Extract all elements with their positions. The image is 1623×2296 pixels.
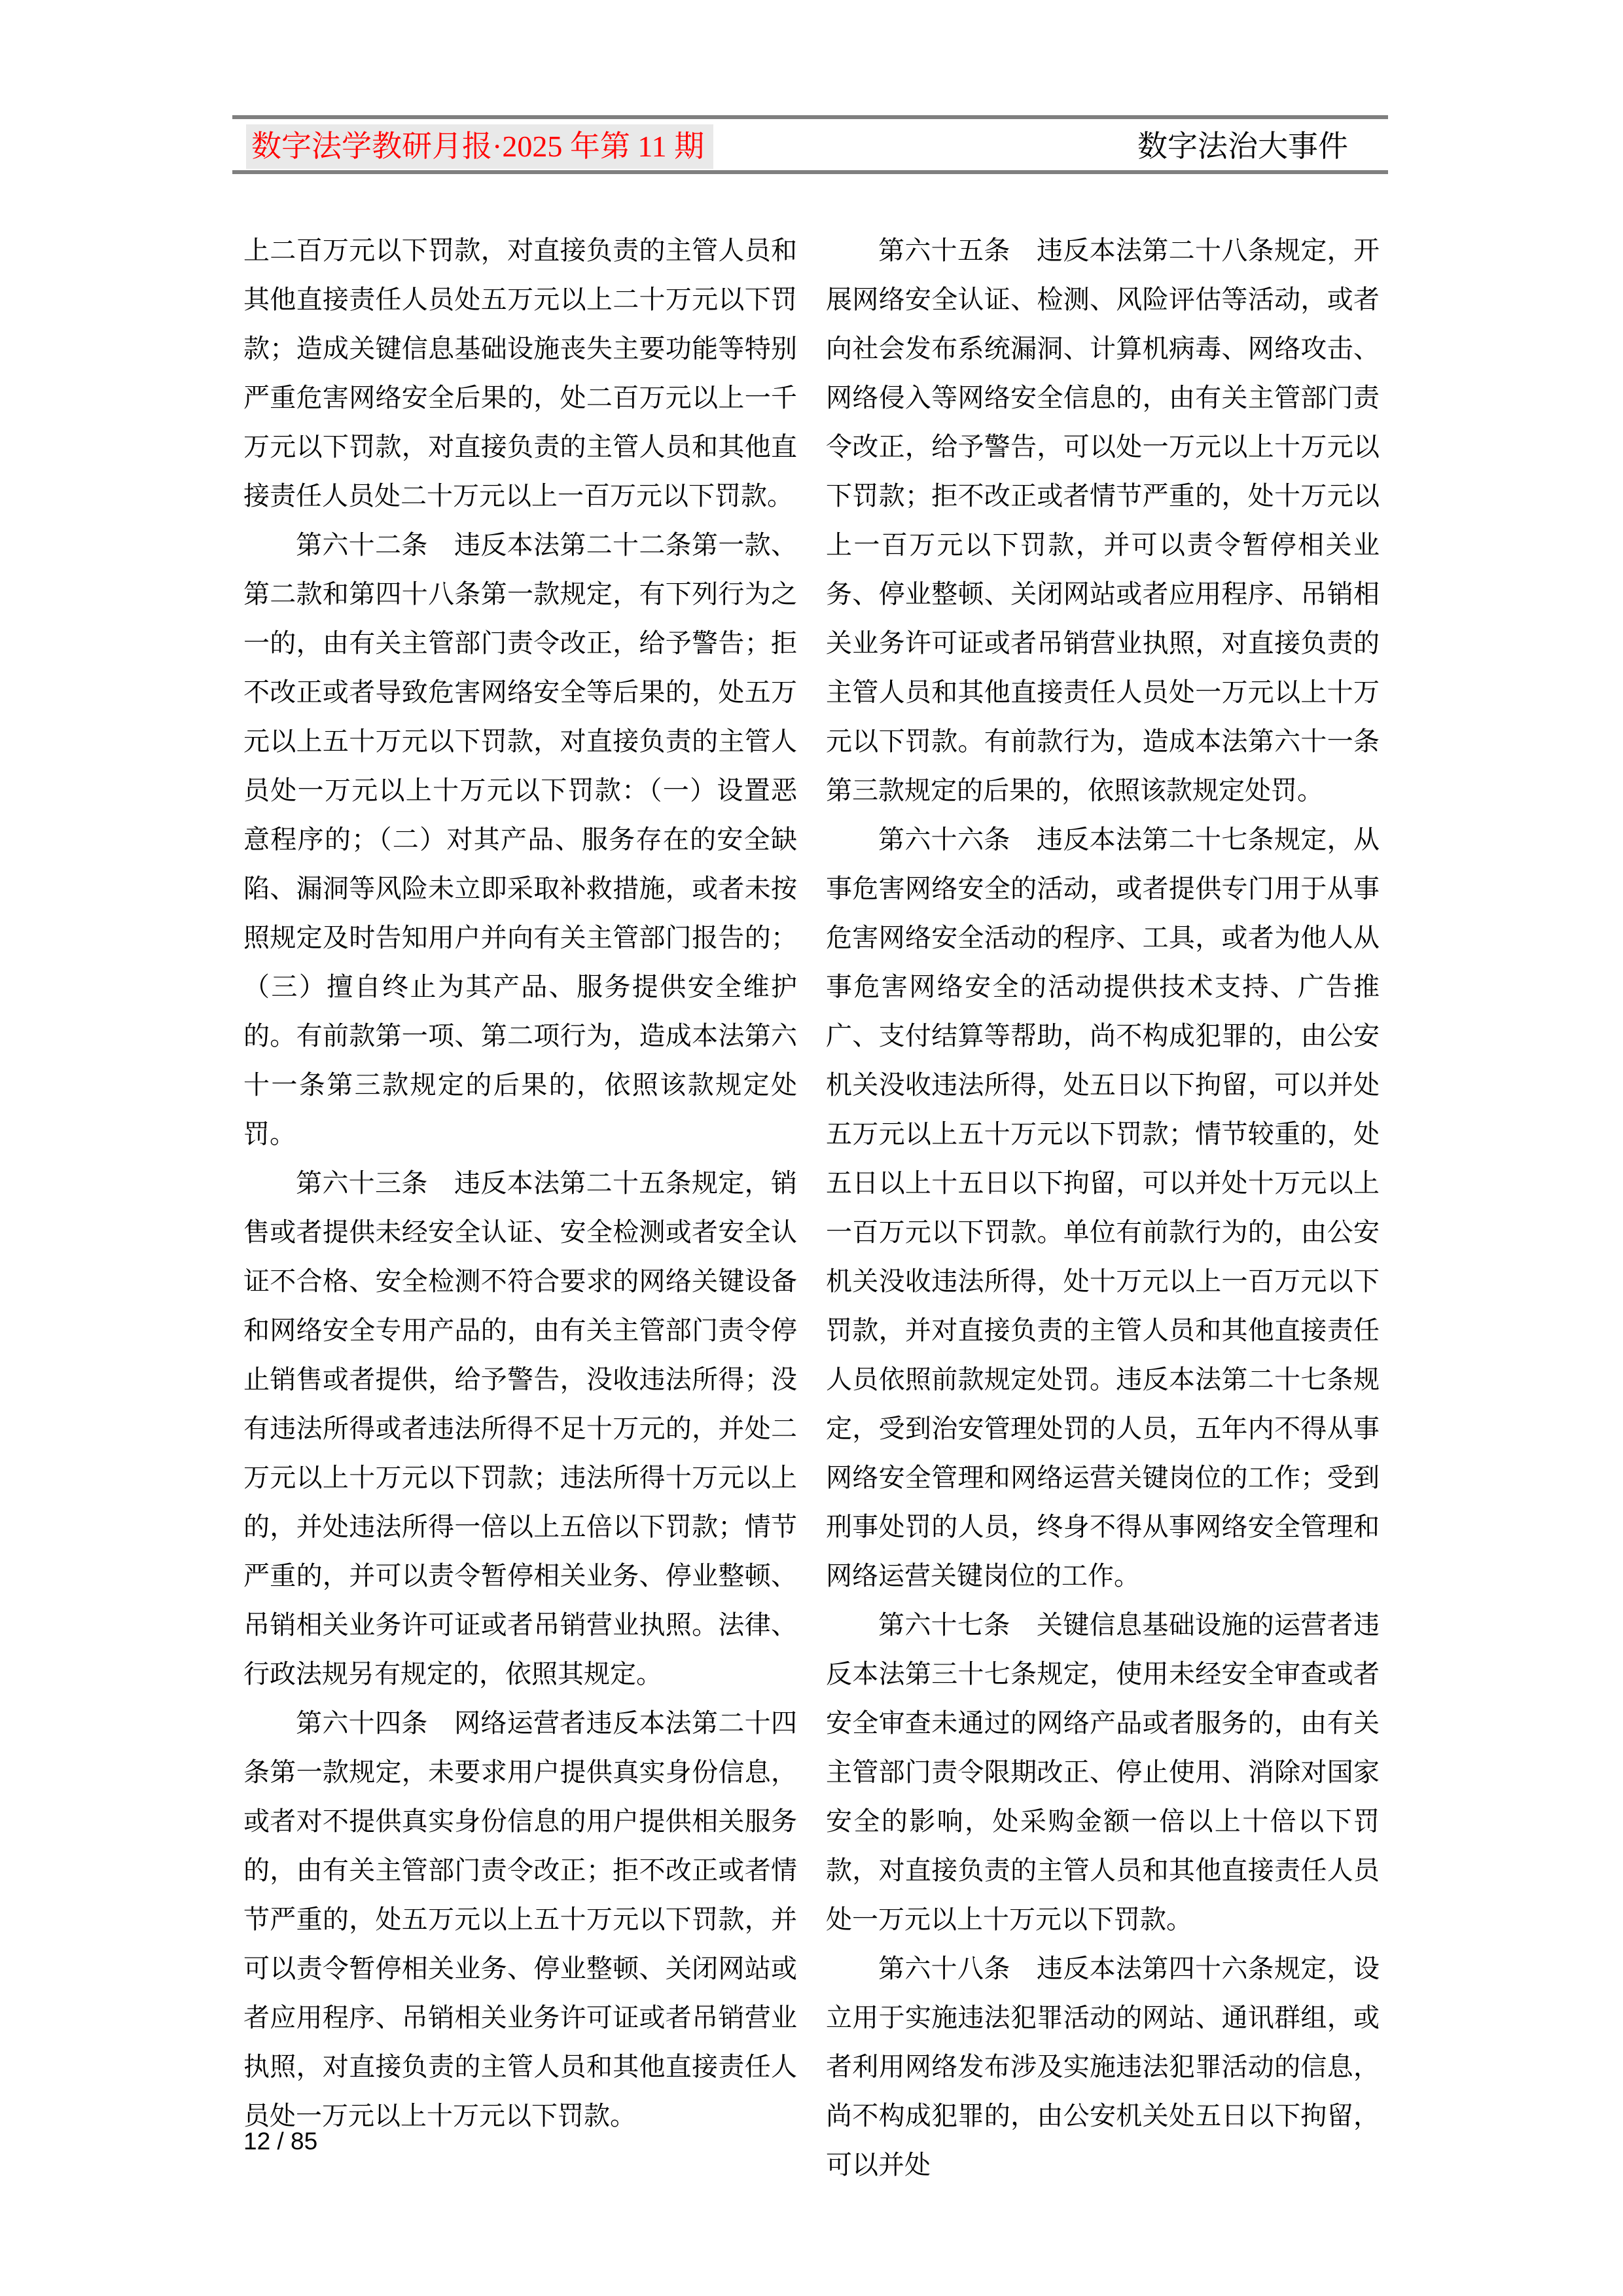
paragraph: 第六十二条 违反本法第二十二条第一款、第二款和第四十八条第一款规定，有下列行为之一的，由有关主管部门责令改正，给予警告；拒不改正或者导致危害网络安全等后果的，处五万元以上五十万元以下罚款，对直接负责的主管人员处一万元以上十万元以下罚款：（一）设置恶意程序的；（二）对其产品、服务存在的安全缺陷、漏洞等风险未立即采取补救措施，或者未按照规定及时告知用户并向有关主管部门报告的；（三）擅自终止为其产品、服务提供安全维护的。有前款第一项、第二项行为，造成本法第六十一条第三款规定的后果的，依照该款规定处罚。 [243, 530, 797, 1149]
paragraph: 第六十八条 违反本法第四十六条规定，设立用于实施违法犯罪活动的网站、通讯群组，或者利用网络发布涉及实施违法犯罪活动的信息，尚不构成犯罪的，由公安机关处五日以下拘留，可以并处 [826, 1954, 1380, 2179]
paragraph: 上二百万元以下罚款，对直接负责的主管人员和其他直接责任人员处五万元以上二十万元以下罚款；造成关键信息基础设施丧失主要功能等特别严重危害网络安全后果的，处二百万元以上一千万元以下罚款，对直接负责的主管人员和其他直接责任人员处二十万元以上一百万元以下罚款。 [243, 236, 797, 511]
paragraph: 第六十六条 违反本法第二十七条规定，从事危害网络安全的活动，或者提供专门用于从事危害网络安全活动的程序、工具，或者为他人从事危害网络安全的活动提供技术支持、广告推广、支付结算等帮助，尚不构成犯罪的，由公安机关没收违法所得，处五日以下拘留，可以并处五万元以上五十万元以下罚款；情节较重的，处五日以上十五日以下拘留，可以并处十万元以上一百万元以下罚款。单位有前款行为的，由公安机关没收违法所得，处十万元以上一百万元以下罚款，并对直接负责的主管人员和其他直接责任人员依照前款规定处罚。违反本法第二十七条规定，受到治安管理处罚的人员，五年内不得从事网络安全管理和网络运营关键岗位的工作；受到刑事处罚的人员，终身不得从事网络安全管理和网络运营关键岗位的工作。 [826, 825, 1380, 1590]
page-number: 12 / 85 [243, 2128, 318, 2155]
text-column-right [826, 226, 1380, 2189]
paragraph: 第六十四条 网络运营者违反本法第二十四条第一款规定，未要求用户提供真实身份信息，或者对不提供真实身份信息的用户提供相关服务的，由有关主管部门责令改正；拒不改正或者情节严重的，处五万元以上五十万元以下罚款，并可以责令暂停相关业务、停业整顿、关闭网站或者应用程序、吊销相关业务许可证或者吊销营业执照，对直接负责的主管人员和其他直接责任人员处一万元以上十万元以下罚款。 [243, 1708, 797, 2130]
paragraph: 第六十五条 违反本法第二十八条规定，开展网络安全认证、检测、风险评估等活动，或者向社会发布系统漏洞、计算机病毒、网络攻击、网络侵入等网络安全信息的，由有关主管部门责令改正，给予警告，可以处一万元以上十万元以下罚款；拒不改正或者情节严重的，处十万元以上一百万元以下罚款，并可以责令暂停相关业务、停业整顿、关闭网站或者应用程序、吊销相关业务许可证或者吊销营业执照，对直接负责的主管人员和其他直接责任人员处一万元以上十万元以下罚款。有前款行为，造成本法第六十一条第三款规定的后果的，依照该款规定处罚。 [826, 236, 1380, 805]
paragraph: 第六十七条 关键信息基础设施的运营者违反本法第三十七条规定，使用未经安全审查或者安全审查未通过的网络产品或者服务的，由有关主管部门责令限期改正、停止使用、消除对国家安全的影响，处采购金额一倍以上十倍以下罚款，对直接负责的主管人员和其他直接责任人员处一万元以上十万元以下罚款。 [826, 1610, 1380, 1934]
paragraph: 第六十三条 违反本法第二十五条规定，销售或者提供未经安全认证、安全检测或者安全认证不合格、安全检测不符合要求的网络关键设备和网络安全专用产品的，由有关主管部门责令停止销售或者提供，给予警告，没收违法所得；没有违法所得或者违法所得不足十万元的，并处二万元以上十万元以下罚款；违法所得十万元以上的，并处违法所得一倍以上五倍以下罚款；情节严重的，并可以责令暂停相关业务、停业整顿、吊销相关业务许可证或者吊销营业执照。法律、行政法规另有规定的，依照其规定。 [243, 1168, 797, 1689]
section-title: 数字法治大事件 [1137, 130, 1348, 163]
journal-title: 数字法学教研月报·2025 年第 11 期 [246, 124, 713, 169]
header-rule-bottom [232, 170, 1388, 174]
text-column-left [243, 226, 797, 2140]
header-rule-top [232, 115, 1388, 119]
